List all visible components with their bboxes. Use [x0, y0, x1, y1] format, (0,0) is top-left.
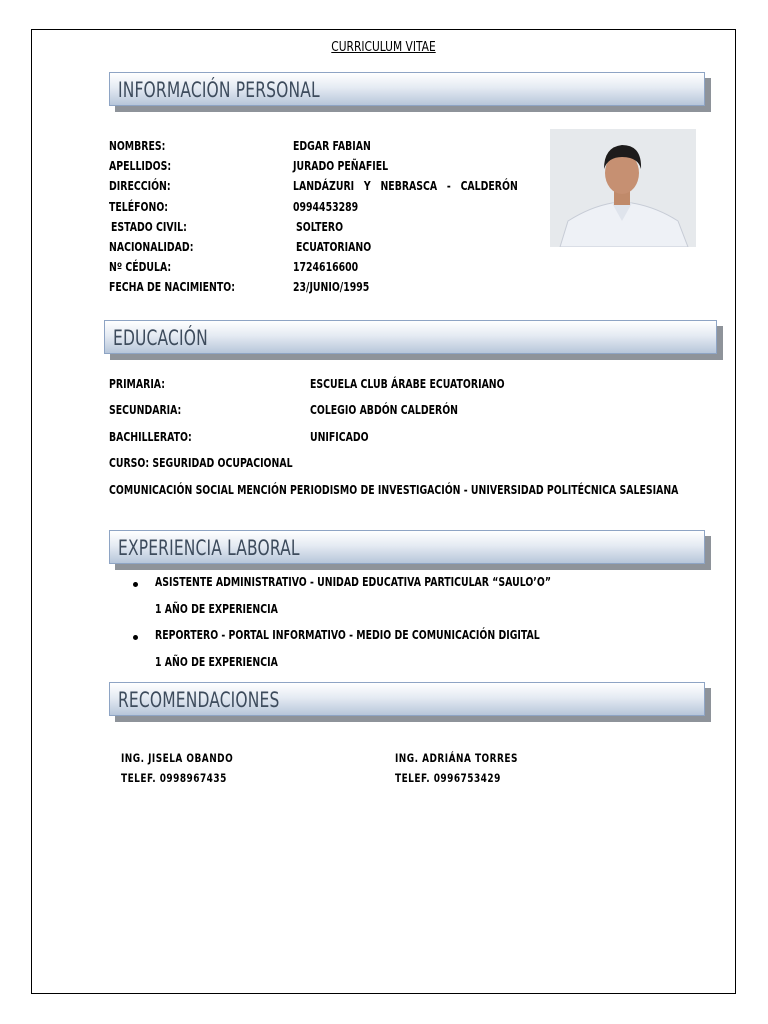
personal-value-civil-status: SOLTERO — [296, 220, 344, 234]
section-title-experience: EXPERIENCIA LABORAL — [118, 536, 300, 560]
education-value-highschool: UNIFICADO — [310, 430, 369, 444]
document-title: CURRICULUM VITAE — [331, 40, 436, 55]
education-label-highschool: BACHILLERATO: — [109, 430, 192, 444]
education-value-secondary: COLEGIO ABDÓN CALDERÓN — [310, 403, 459, 417]
personal-label-nationality: NACIONALIDAD: — [109, 240, 194, 254]
recommendation-1-name: ING. JISELA OBANDO — [121, 751, 234, 765]
education-label-secondary: SECUNDARIA: — [109, 403, 182, 417]
section-title-education: EDUCACIÓN — [113, 326, 208, 350]
education-label-primary: PRIMARIA: — [109, 377, 165, 391]
section-title-personal: INFORMACIÓN PERSONAL — [118, 78, 320, 102]
experience-role-1: ASISTENTE ADMINISTRATIVO - UNIDAD EDUCATIVA PARTICULAR “SAULO’O” — [155, 575, 551, 589]
personal-value-birth-date: 23/JUNIO/1995 — [293, 280, 370, 294]
bullet-icon — [133, 635, 138, 640]
section-banner-personal — [109, 72, 705, 106]
section-banner-education — [104, 320, 717, 354]
personal-label-civil-status: ESTADO CIVIL: — [111, 220, 187, 234]
experience-duration-1: 1 AÑO DE EXPERIENCIA — [155, 602, 278, 616]
recommendation-2-phone: TELEF. 0996753429 — [395, 771, 501, 785]
section-banner-recommendations — [109, 682, 705, 716]
education-value-primary: ESCUELA CLUB ÁRABE ECUATORIANO — [310, 377, 505, 391]
personal-value-surnames: JURADO PEÑAFIEL — [293, 159, 389, 173]
profile-photo — [550, 129, 696, 247]
experience-role-2: REPORTERO - PORTAL INFORMATIVO - MEDIO DE COMUNICACIÓN DIGITAL — [155, 628, 540, 642]
personal-label-address: DIRECCIÓN: — [109, 179, 171, 193]
bullet-icon — [133, 582, 138, 587]
education-university: COMUNICACIÓN SOCIAL MENCIÓN PERIODISMO DE INVESTIGACIÓN - UNIVERSIDAD POLITÉCNICA SALESIANA — [109, 483, 679, 497]
person-portrait-icon — [550, 129, 696, 247]
personal-label-surnames: APELLIDOS: — [109, 159, 172, 173]
personal-value-address: LANDÁZURI Y NEBRASCA - CALDERÓN — [293, 179, 518, 193]
section-banner-experience — [109, 530, 705, 564]
personal-label-phone: TELÉFONO: — [109, 200, 169, 214]
recommendation-1-phone: TELEF. 0998967435 — [121, 771, 227, 785]
cv-page — [31, 29, 736, 994]
personal-value-names: EDGAR FABIAN — [293, 139, 371, 153]
experience-duration-2: 1 AÑO DE EXPERIENCIA — [155, 655, 278, 669]
personal-value-phone: 0994453289 — [293, 200, 359, 214]
personal-label-birth-date: FECHA DE NACIMIENTO: — [109, 280, 235, 294]
education-course: CURSO: SEGURIDAD OCUPACIONAL — [109, 456, 293, 470]
personal-value-nationality: ECUATORIANO — [296, 240, 372, 254]
section-title-recommendations: RECOMENDACIONES — [118, 688, 280, 712]
personal-label-names: NOMBRES: — [109, 139, 166, 153]
recommendation-2-name: ING. ADRIÁNA TORRES — [395, 751, 518, 765]
personal-label-id-number: Nº CÉDULA: — [109, 260, 172, 274]
personal-value-id-number: 1724616600 — [293, 260, 359, 274]
